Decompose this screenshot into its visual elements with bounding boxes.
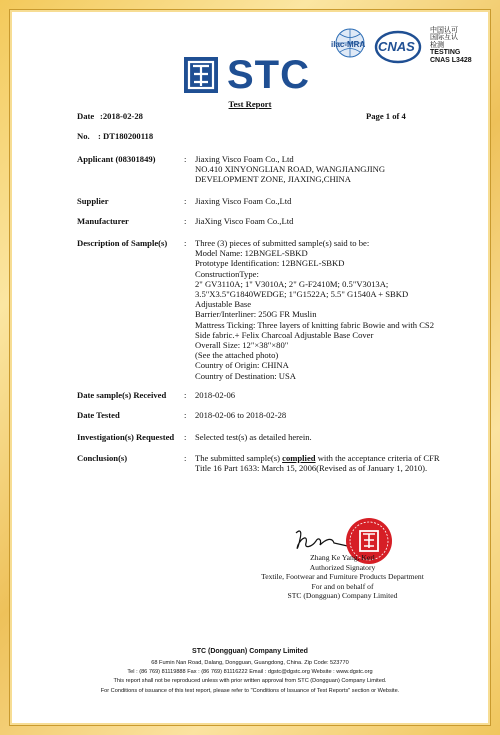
footer-company: STC (Dongguan) Company Limited <box>192 648 308 655</box>
applicant-label: Applicant (08301849) <box>77 154 156 164</box>
description-colon: : <box>184 238 187 248</box>
conclusion-value <box>195 453 440 473</box>
manufacturer-colon: : <box>184 216 187 226</box>
description-line-13: Country of Origin: CHINA <box>195 360 289 371</box>
investigation-colon: : <box>184 432 187 442</box>
conclusion-label: Conclusion(s) <box>77 453 128 463</box>
signatory-title: Authorized Signatory <box>309 562 376 572</box>
date-value: :2018-02-28 <box>100 111 143 121</box>
date-received-colon: : <box>184 390 187 400</box>
report-no-label: No. <box>77 131 90 141</box>
footer-contact: Tel : (86 769) 81119888 Fax : (86 769) 81116222 Email : dgstc@dgstc.org Website : www.dgstc.org <box>127 669 373 675</box>
date-tested-label: Date Tested <box>77 410 120 420</box>
description-line-6: 3.5"X3.5"G1840WEDGE; 1"G1522A; 5.5" G1540A + SBKD <box>195 289 409 300</box>
cnas-cn-line-3: 检测 <box>430 41 444 49</box>
conclusion-post: with the acceptance criteria of CFR <box>315 453 440 463</box>
signatory-on-behalf: For and on behalf of <box>311 581 374 591</box>
report-no-value: : DT180200118 <box>98 131 154 141</box>
description-line-14: Country of Destination: USA <box>195 370 296 381</box>
footer-notice-1: This report shall not be reproduced unless with prior written approval from STC (Dongguan) Company Limited. <box>113 678 387 684</box>
cnas-cn-line-2: 国际互认 <box>430 34 458 42</box>
cnas-label: CNAS <box>378 39 415 54</box>
date-tested-colon: : <box>184 410 187 420</box>
signatory-name: Zhang Ke Yang, Kerl <box>310 553 375 562</box>
conclusion-complied: complied <box>282 453 316 463</box>
investigation-value: Selected test(s) as detailed herein. <box>195 432 312 442</box>
description-line-7: Adjustable Base <box>195 299 252 310</box>
report-title: Test Report <box>228 99 272 109</box>
supplier-colon: : <box>184 196 187 206</box>
ilac-mra-badge <box>330 27 370 63</box>
cnas-testing: TESTING <box>430 49 461 57</box>
page-number: Page 1 of 4 <box>366 111 406 121</box>
date-label: Date <box>77 111 95 121</box>
stc-logo-text: STC <box>227 53 310 97</box>
description-line-3: Prototype Identification: 12BNGEL-SBKD <box>195 258 345 269</box>
applicant-line-2: NO.410 XINYONGLIAN ROAD, WANGJIANGJING <box>195 164 386 175</box>
manufacturer-value: JiaXing Visco Foam Co.,Ltd <box>195 216 294 226</box>
description-line-2: Model Name: 12BNGEL-SBKD <box>195 248 308 259</box>
cnas-badge <box>374 30 424 66</box>
footer-address: 68 Fumin Nan Road, Dalang, Dongguan, Guangdong, China. Zip Code: 523770 <box>151 660 349 666</box>
description-line-9: Mattress Ticking: Three layers of knitting fabric Bowie and with CS2 <box>195 319 435 330</box>
date-received-value: 2018-02-06 <box>195 390 236 400</box>
description-line-10: Side fabric.+ Felix Charcoal Adjustable Base Cover <box>195 329 374 340</box>
stc-logo <box>183 53 321 97</box>
description-line-11: Overall Size: 12"×38"×80" <box>195 340 289 351</box>
manufacturer-label: Manufacturer <box>77 216 129 226</box>
applicant-line-3: DEVELOPMENT ZONE, JIAXING,CHINA <box>195 174 351 185</box>
applicant-value <box>195 154 385 185</box>
description-line-1: Three (3) pieces of submitted sample(s) said to be: <box>195 238 370 248</box>
cnas-number: CNAS L3428 <box>430 56 472 64</box>
description-label: Description of Sample(s) <box>77 238 168 248</box>
conclusion-line-1 <box>195 453 440 463</box>
cnas-cn-line-1: 中国认可 <box>430 27 458 34</box>
signatory-block <box>200 553 485 601</box>
description-line-12: (See the attached photo) <box>195 350 279 361</box>
signatory-department: Textile, Footwear and Furniture Products Department <box>261 572 424 582</box>
date-received-label: Date sample(s) Received <box>77 390 167 400</box>
applicant-line-1: Jiaxing Visco Foam Co., Ltd <box>195 154 294 164</box>
description-value <box>195 238 434 381</box>
cnas-text-block <box>430 27 500 64</box>
supplier-label: Supplier <box>77 196 109 206</box>
signatory-company: STC (Dongguan) Company Limited <box>287 591 398 601</box>
footer-notice-2: For Conditions of issuance of this test report, please refer to "Conditions of Issuance of Test Reports" section or Website. <box>100 688 400 694</box>
date-tested-value: 2018-02-06 to 2018-02-28 <box>195 410 287 420</box>
conclusion-pre: The submitted sample(s) <box>195 453 283 463</box>
investigation-label: Investigation(s) Requested <box>77 432 175 442</box>
description-line-5: 2" GV3110A; 1" V3010A; 2" G-F2410M; 0.5"V3013A; <box>195 278 389 289</box>
ilac-label: ilac-MRA <box>331 40 366 49</box>
conclusion-colon: : <box>184 453 187 463</box>
description-line-8: Barrier/Interliner: 250G FR Muslin <box>195 309 317 320</box>
conclusion-line-2: Title 16 Part 1633: March 15, 2006(Revised as of January 1, 2010). <box>195 463 428 474</box>
description-line-4: ConstructionType: <box>195 268 259 279</box>
supplier-value: Jiaxing Visco Foam Co.,Ltd <box>195 196 292 206</box>
applicant-colon: : <box>184 154 187 164</box>
